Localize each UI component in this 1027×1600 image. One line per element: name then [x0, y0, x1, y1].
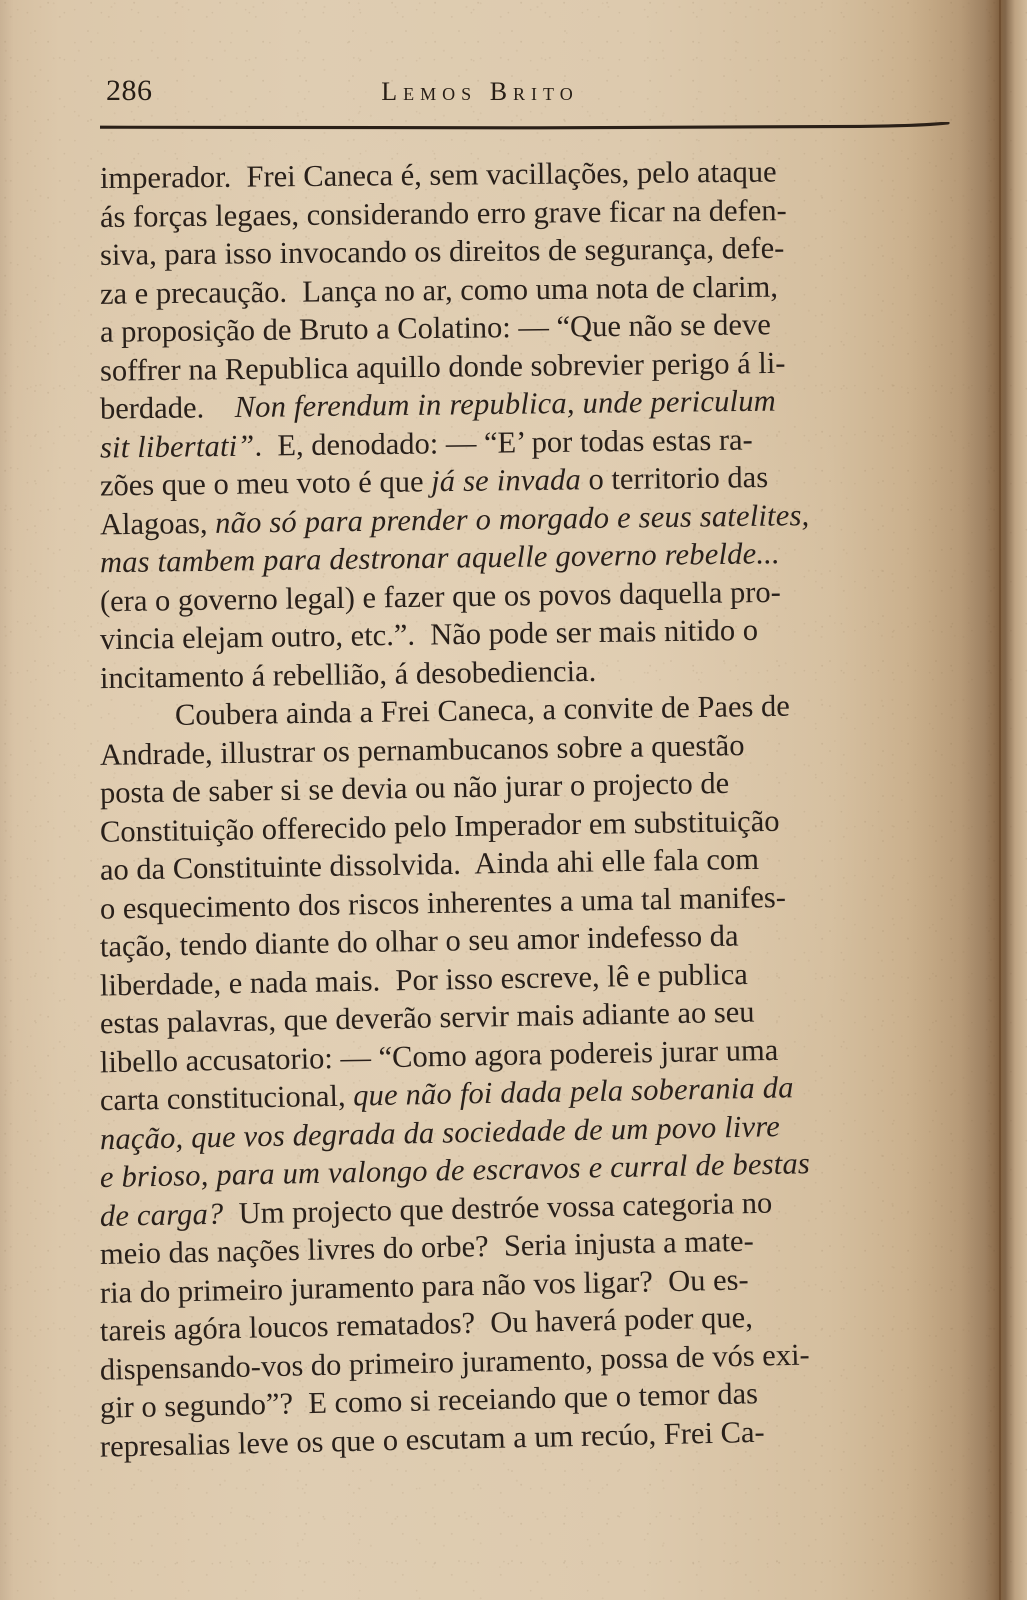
- text-run: gir o segundo”? E como si receiando que o temor das: [99, 1376, 759, 1425]
- italic-run: que não foi dada pela soberania da: [352, 1070, 794, 1113]
- text-run: vincia elejam outro, etc.”. Não pode ser mais nitido o: [99, 612, 759, 657]
- italic-run: já se invada: [430, 462, 582, 499]
- text-run: o territorio das: [580, 459, 769, 497]
- text-run: ás forças legaes, considerando erro grave ficar na defen-: [99, 192, 787, 234]
- italic-run: nação, que vos degrada da sociedade de um povo livre: [99, 1108, 781, 1156]
- body-text: [0, 154, 1027, 1469]
- text-run: a proposição de Bruto a Colatino: — “Que não se deve: [99, 307, 771, 349]
- text-run: posta de saber si se devia ou não jurar o projecto de: [99, 765, 730, 810]
- text-run: Alagoas,: [99, 505, 216, 541]
- text-run: siva, para isso invocando os direitos de segurança, defe-: [99, 230, 785, 272]
- text-run: Constituição offerecido pelo Imperador em substituição: [99, 803, 780, 849]
- text-run: estas palavras, que deverão servir mais adiante ao seu: [99, 994, 755, 1041]
- text-run: za e precaução. Lança no ar, como uma nota de clarim,: [99, 269, 779, 311]
- text-run: meio das nações livres do orbe? Seria injusta a mate-: [99, 1223, 755, 1271]
- text-run: soffrer na Republica aquillo donde sobrevier perigo á li-: [99, 345, 786, 388]
- text-run: berdade.: [99, 389, 235, 426]
- text-run: tação, tendo diante do olhar o seu amor indefesso da: [99, 918, 739, 964]
- text-run: libello accusatorio: — “Como agora podereis jurar uma: [99, 1032, 779, 1079]
- text-run: Um projecto que destróe vossa categoria no: [223, 1185, 773, 1231]
- text-run: dispensando-vos do primeiro juramento, possa de vós exi-: [99, 1336, 810, 1387]
- text-run: zões que o meu voto é que: [99, 464, 432, 503]
- italic-run: de carga?: [99, 1196, 224, 1233]
- text-run: imperador. Frei Caneca é, sem vacillações, pelo ataque: [99, 154, 777, 196]
- italic-run: Non ferendum in republica, unde periculum: [234, 383, 777, 424]
- running-head: [0, 74, 1027, 118]
- text-run: Andrade, illustrar os pernambucanos sobre a questão: [99, 727, 745, 772]
- page-number: 286: [106, 74, 153, 107]
- text-run: o esquecimento dos riscos inherentes a uma tal manifes-: [99, 879, 787, 926]
- paragraph: [0, 154, 1027, 699]
- text-run: incitamento á rebellião, á desobediencia.: [99, 653, 597, 695]
- paragraph: [0, 688, 1027, 1469]
- text-run: carta constitucional,: [99, 1078, 354, 1118]
- text-run: ria do primeiro juramento para não vos ligar? Ou es-: [99, 1261, 749, 1310]
- header-rule: [100, 122, 945, 127]
- text-run: tareis agóra loucos rematados? Ou haverá poder que,: [99, 1300, 754, 1348]
- text-run: represalias leve os que o escutam a um recúo, Frei Ca-: [99, 1414, 765, 1464]
- italic-run: não só para prender o morgado e seus satelites,: [214, 497, 810, 540]
- text-run: Coubera ainda a Frei Caneca, a convite de Paes de: [174, 688, 790, 732]
- book-title: Lemos Brito: [381, 77, 579, 106]
- text-run: (era o governo legal) e fazer que os povos daquella pro-: [99, 574, 782, 618]
- italic-run: mas tambem para destronar aquelle governo rebelde...: [99, 536, 781, 580]
- italic-run: e brioso, para um valongo de escravos e curral de bestas: [99, 1146, 811, 1195]
- text-run: liberdade, e nada mais. Por isso escreve, lê e publica: [99, 956, 749, 1002]
- text-run: . E, denodado: — “E’ por todas estas ra-: [254, 422, 753, 463]
- italic-run: sit libertati”: [99, 428, 255, 465]
- text-run: ao da Constituinte dissolvida. Ainda ahi elle fala com: [99, 841, 760, 887]
